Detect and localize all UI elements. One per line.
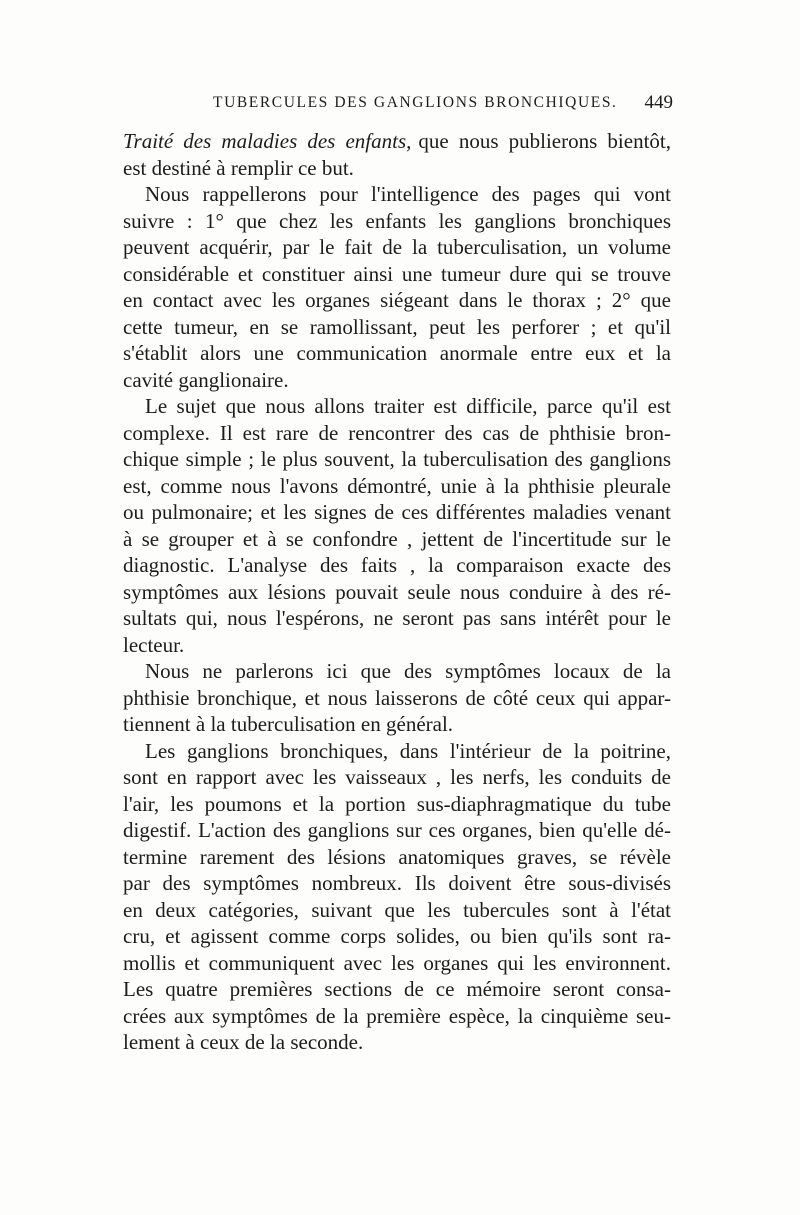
text-line	[123, 526, 671, 553]
text-line	[123, 1029, 671, 1056]
line-text: diagnostic. L'analyse des faits , la comparaison exacte des	[123, 553, 671, 577]
text-line	[123, 844, 671, 871]
line-text: cette tumeur, en se ramollissant, peut les perforer ; et qu'il	[123, 314, 671, 339]
body-text	[123, 128, 671, 1056]
line-text: Les ganglions bronchiques, dans l'intérieur de la poitrine,	[145, 738, 671, 763]
text-line	[123, 870, 671, 897]
line-text: Nous ne parlerons ici que des symptômes locaux de la	[145, 659, 671, 683]
line-text: en contact avec les organes siégeant dans le thorax ; 2° que	[123, 288, 671, 312]
text-line	[123, 155, 671, 182]
text-line	[123, 393, 671, 420]
line-text: phthisie bronchique, et nous laisserons de côté ceux qui appar-	[123, 685, 671, 710]
line-text: lecteur.	[123, 632, 185, 657]
text-line	[123, 738, 671, 765]
paragraph	[123, 738, 671, 1056]
text-line	[123, 314, 671, 341]
line-text: crées aux symptômes de la première espèce, la cinquième seu-	[123, 1003, 671, 1028]
running-title: TUBERCULES DES GANGLIONS BRONCHIQUES.	[213, 94, 618, 111]
text-line	[123, 632, 671, 659]
paragraph	[123, 658, 671, 738]
text-line	[123, 950, 671, 977]
line-text: symptômes aux lésions pouvait seule nous conduire à des ré-	[123, 579, 671, 604]
text-line	[123, 261, 671, 288]
line-text: suivre : 1° que chez les enfants les ganglions bronchiques	[123, 208, 671, 233]
line-text: considérable et constituer ainsi une tumeur dure qui se trouve	[123, 261, 671, 286]
line-text: sultats qui, nous l'espérons, ne seront pas sans intérêt pour le	[123, 606, 671, 630]
line-text: s'établit alors une communication anormale entre eux et la	[123, 341, 671, 365]
text-line	[123, 552, 671, 579]
line-text: tiennent à la tuberculisation en général.	[123, 712, 454, 736]
line-text: lement à ceux de la seconde.	[123, 1030, 364, 1054]
line-text: ou pulmonaire; et les signes de ces différentes maladies venant	[123, 500, 671, 524]
text-line	[123, 685, 671, 712]
line-text: digestif. L'action des ganglions sur ces organes, bien qu'elle dé-	[123, 818, 671, 842]
text-line	[123, 473, 671, 500]
text-line	[123, 234, 671, 261]
text-line	[123, 605, 671, 632]
text-line	[123, 1003, 671, 1030]
text-line	[123, 128, 671, 155]
line-text: termine rarement des lésions anatomiques graves, se révèle	[123, 844, 671, 869]
line-text: cru, et agissent comme corps solides, ou bien qu'ils sont ra-	[123, 924, 671, 948]
text-line	[123, 367, 671, 394]
line-text: sont en rapport avec les vaisseaux , les nerfs, les conduits de	[123, 765, 671, 789]
running-head	[128, 92, 673, 118]
text-line	[123, 817, 671, 844]
text-line	[123, 420, 671, 447]
line-text: l'air, les poumons et la portion sus-diaphragmatique du tube	[123, 791, 671, 816]
paragraph	[123, 393, 671, 658]
line-text: en deux catégories, suivant que les tubercules sont à l'état	[123, 897, 671, 922]
line-text: complexe. Il est rare de rencontrer des cas de phthisie bron-	[123, 420, 671, 445]
text-line	[123, 579, 671, 606]
text-line	[123, 711, 671, 738]
line-text: est destiné à remplir ce but.	[123, 155, 354, 180]
line-text: mollis et communiquent avec les organes qui les environnent.	[123, 950, 671, 975]
page-number: 449	[644, 92, 673, 113]
text-line	[123, 764, 671, 791]
line-text: Les quatre premières sections de ce mémoire seront consa-	[123, 977, 671, 1001]
text-line	[123, 923, 671, 950]
text-line	[123, 446, 671, 473]
text-line	[123, 340, 671, 367]
line-text: peuvent acquérir, par le fait de la tuberculisation, un volume	[123, 235, 671, 259]
paragraph	[123, 128, 671, 181]
text-line	[123, 181, 671, 208]
text-line	[123, 287, 671, 314]
line-text: Le sujet que nous allons traiter est difficile, parce qu'il est	[145, 394, 671, 418]
paragraph	[123, 181, 671, 393]
text-line	[123, 791, 671, 818]
italic-title: Traité des maladies des enfants,	[123, 129, 412, 153]
line-text: par des symptômes nombreux. Ils doivent être sous-divisés	[123, 871, 671, 895]
line-text: chique simple ; le plus souvent, la tuberculisation des ganglions	[123, 447, 671, 471]
text-line	[123, 499, 671, 526]
line-text: est, comme nous l'avons démontré, unie à la phthisie pleurale	[123, 473, 671, 498]
text-line	[123, 208, 671, 235]
text-line	[123, 897, 671, 924]
text-line	[123, 658, 671, 685]
line-text: à se grouper et à se confondre , jettent de l'incertitude sur le	[123, 526, 671, 551]
line-text: cavité ganglionaire.	[123, 367, 289, 392]
line-text: Nous rappellerons pour l'intelligence des pages qui vont	[145, 182, 671, 206]
text-line	[123, 976, 671, 1003]
line-text: que nous publierons bientôt,	[418, 129, 671, 153]
